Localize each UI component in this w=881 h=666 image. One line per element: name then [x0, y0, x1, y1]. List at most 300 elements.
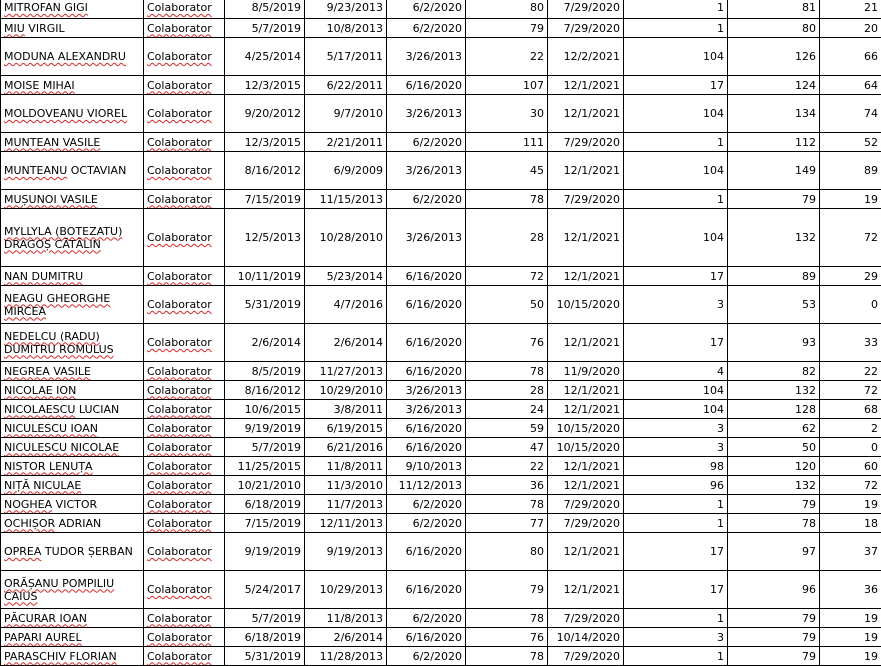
employee-name: MUȘUNOI VASILE	[4, 193, 98, 206]
table-row	[1, 76, 881, 95]
date-cell-3: 6/2/2020	[387, 514, 466, 533]
date-cell-3: 6/16/2020	[387, 286, 466, 324]
date-cell-1: 7/15/2019	[225, 514, 305, 533]
total-cell: 149	[728, 152, 820, 190]
date-cell-2: 6/21/2016	[305, 438, 387, 457]
count-cell-2: 1	[624, 190, 728, 209]
employee-name: PAPARI AUREL	[4, 631, 82, 644]
date-cell-3: 6/2/2020	[387, 495, 466, 514]
role-text: Colaborator	[147, 422, 212, 435]
remaining-cell: 52	[820, 133, 881, 152]
date-cell-3: 3/26/2013	[387, 95, 466, 133]
employee-name-cell	[1, 400, 144, 419]
employee-name: NEAGU GHEORGHE MIRCEA	[4, 292, 110, 318]
role-text: Colaborator	[147, 498, 212, 511]
remaining-cell: 0	[820, 438, 881, 457]
role-text: Colaborator	[147, 270, 212, 283]
date-cell-3: 6/16/2020	[387, 628, 466, 647]
date-cell-4: 7/29/2020	[548, 0, 624, 19]
date-cell-2: 2/6/2014	[305, 324, 387, 362]
date-cell-2: 11/15/2013	[305, 190, 387, 209]
total-cell: 79	[728, 628, 820, 647]
remaining-cell: 89	[820, 152, 881, 190]
date-cell-2: 11/8/2013	[305, 609, 387, 628]
employee-name-cell	[1, 628, 144, 647]
employee-name-cell	[1, 267, 144, 286]
remaining-cell: 66	[820, 38, 881, 76]
remaining-cell: 72	[820, 476, 881, 495]
role-text: Colaborator	[147, 136, 212, 149]
employee-name: NAN DUMITRU	[4, 270, 83, 283]
remaining-cell: 22	[820, 362, 881, 381]
remaining-cell: 72	[820, 381, 881, 400]
table-row	[1, 400, 881, 419]
count-cell-2: 17	[624, 267, 728, 286]
remaining-cell: 19	[820, 495, 881, 514]
count-cell-1: 50	[466, 286, 548, 324]
date-cell-3: 3/26/2013	[387, 38, 466, 76]
table-row	[1, 609, 881, 628]
date-cell-1: 8/5/2019	[225, 0, 305, 19]
count-cell-2: 96	[624, 476, 728, 495]
role-text: Colaborator	[147, 441, 212, 454]
count-cell-1: 45	[466, 152, 548, 190]
role-text: Colaborator	[147, 403, 212, 416]
count-cell-1: 78	[466, 495, 548, 514]
date-cell-3: 3/26/2013	[387, 152, 466, 190]
date-cell-1: 12/3/2015	[225, 76, 305, 95]
employee-name: MODUNA ALEXANDRU	[4, 50, 126, 63]
date-cell-3: 6/16/2020	[387, 76, 466, 95]
total-cell: 53	[728, 286, 820, 324]
date-cell-2: 10/29/2013	[305, 571, 387, 609]
date-cell-1: 5/7/2019	[225, 609, 305, 628]
count-cell-2: 1	[624, 609, 728, 628]
remaining-cell: 0	[820, 286, 881, 324]
date-cell-2: 3/8/2011	[305, 400, 387, 419]
role-cell	[144, 381, 225, 400]
count-cell-1: 111	[466, 133, 548, 152]
table-row	[1, 324, 881, 362]
employee-name: NEGREA VASILE	[4, 365, 91, 378]
date-cell-4: 12/1/2021	[548, 381, 624, 400]
count-cell-1: 79	[466, 571, 548, 609]
date-cell-4: 12/2/2021	[548, 38, 624, 76]
role-cell	[144, 267, 225, 286]
date-cell-3: 3/26/2013	[387, 209, 466, 267]
date-cell-1: 5/31/2019	[225, 647, 305, 666]
date-cell-1: 9/19/2019	[225, 419, 305, 438]
total-cell: 132	[728, 209, 820, 267]
date-cell-3: 9/10/2013	[387, 457, 466, 476]
count-cell-2: 3	[624, 419, 728, 438]
date-cell-3: 11/12/2013	[387, 476, 466, 495]
date-cell-1: 5/31/2019	[225, 286, 305, 324]
count-cell-1: 24	[466, 400, 548, 419]
table-row	[1, 267, 881, 286]
remaining-cell: 29	[820, 267, 881, 286]
remaining-cell: 2	[820, 419, 881, 438]
remaining-cell: 18	[820, 514, 881, 533]
date-cell-2: 5/17/2011	[305, 38, 387, 76]
remaining-cell: 19	[820, 609, 881, 628]
date-cell-2: 10/8/2013	[305, 19, 387, 38]
employee-name-cell	[1, 324, 144, 362]
date-cell-1: 4/25/2014	[225, 38, 305, 76]
role-cell	[144, 438, 225, 457]
employee-name-rest: VIRGIL	[25, 22, 65, 35]
date-cell-4: 7/29/2020	[548, 647, 624, 666]
employee-name-cell	[1, 38, 144, 76]
remaining-cell: 19	[820, 628, 881, 647]
date-cell-2: 2/21/2011	[305, 133, 387, 152]
employee-name-cell	[1, 152, 144, 190]
count-cell-1: 72	[466, 267, 548, 286]
date-cell-4: 12/1/2021	[548, 95, 624, 133]
date-cell-3: 6/16/2020	[387, 324, 466, 362]
employee-name-cell	[1, 495, 144, 514]
total-cell: 81	[728, 0, 820, 19]
table-row	[1, 628, 881, 647]
remaining-cell: 36	[820, 571, 881, 609]
role-cell	[144, 38, 225, 76]
table-row	[1, 95, 881, 133]
date-cell-4: 12/1/2021	[548, 152, 624, 190]
count-cell-1: 80	[466, 0, 548, 19]
date-cell-1: 6/18/2019	[225, 495, 305, 514]
date-cell-3: 6/2/2020	[387, 133, 466, 152]
date-cell-4: 12/1/2021	[548, 457, 624, 476]
role-cell	[144, 400, 225, 419]
date-cell-2: 6/9/2009	[305, 152, 387, 190]
employee-name-rest: VICTOR	[52, 498, 97, 511]
role-cell	[144, 609, 225, 628]
table-row	[1, 286, 881, 324]
count-cell-2: 104	[624, 95, 728, 133]
date-cell-1: 5/7/2019	[225, 438, 305, 457]
role-text: Colaborator	[147, 336, 212, 349]
date-cell-4: 12/1/2021	[548, 400, 624, 419]
employee-name-cell	[1, 19, 144, 38]
date-cell-4: 12/1/2021	[548, 76, 624, 95]
role-text: Colaborator	[147, 650, 212, 663]
role-cell	[144, 133, 225, 152]
employee-name-rest: LUCIAN	[75, 403, 119, 416]
employee-name-cell	[1, 438, 144, 457]
total-cell: 93	[728, 324, 820, 362]
date-cell-1: 2/6/2014	[225, 324, 305, 362]
date-cell-2: 10/28/2010	[305, 209, 387, 267]
employee-name: NICULESCU IOAN	[4, 422, 98, 435]
role-cell	[144, 419, 225, 438]
count-cell-1: 76	[466, 324, 548, 362]
date-cell-1: 11/25/2015	[225, 457, 305, 476]
count-cell-2: 104	[624, 152, 728, 190]
count-cell-1: 78	[466, 362, 548, 381]
total-cell: 79	[728, 609, 820, 628]
role-cell	[144, 495, 225, 514]
role-cell	[144, 571, 225, 609]
total-cell: 132	[728, 381, 820, 400]
remaining-cell: 68	[820, 400, 881, 419]
role-cell	[144, 324, 225, 362]
role-text: Colaborator	[147, 479, 212, 492]
date-cell-1: 10/11/2019	[225, 267, 305, 286]
employee-name-cell	[1, 476, 144, 495]
employee-name-cell	[1, 190, 144, 209]
employee-name: MUNTEAN VASILE	[4, 136, 100, 149]
date-cell-1: 9/20/2012	[225, 95, 305, 133]
date-cell-3: 6/2/2020	[387, 19, 466, 38]
date-cell-4: 12/1/2021	[548, 209, 624, 267]
employee-name: PARASCHIV FLORIAN	[4, 650, 117, 663]
remaining-cell: 20	[820, 19, 881, 38]
employee-name-cell	[1, 381, 144, 400]
role-cell	[144, 152, 225, 190]
role-text: Colaborator	[147, 231, 212, 244]
table-row	[1, 438, 881, 457]
date-cell-4: 12/1/2021	[548, 267, 624, 286]
role-text: Colaborator	[147, 583, 212, 596]
employee-name-cell	[1, 209, 144, 267]
date-cell-2: 2/6/2014	[305, 628, 387, 647]
table-row	[1, 19, 881, 38]
role-text: Colaborator	[147, 107, 212, 120]
date-cell-1: 7/15/2019	[225, 190, 305, 209]
count-cell-2: 17	[624, 571, 728, 609]
date-cell-2: 10/29/2010	[305, 381, 387, 400]
role-text: Colaborator	[147, 365, 212, 378]
count-cell-1: 30	[466, 95, 548, 133]
date-cell-2: 6/19/2015	[305, 419, 387, 438]
employee-name-cell	[1, 533, 144, 571]
total-cell: 89	[728, 267, 820, 286]
date-cell-3: 3/26/2013	[387, 381, 466, 400]
date-cell-4: 7/29/2020	[548, 514, 624, 533]
count-cell-1: 80	[466, 533, 548, 571]
total-cell: 82	[728, 362, 820, 381]
remaining-cell: 37	[820, 533, 881, 571]
table-row	[1, 571, 881, 609]
employee-name: MYLLYLA (BOTEZATU) DRAGOȘ CĂTĂLIN	[4, 225, 122, 251]
date-cell-3: 6/16/2020	[387, 571, 466, 609]
date-cell-1: 8/16/2012	[225, 381, 305, 400]
employee-name: ORĂȘANU POMPILIU CAIUS	[4, 577, 114, 603]
date-cell-1: 6/18/2019	[225, 628, 305, 647]
table-row	[1, 381, 881, 400]
date-cell-3: 6/2/2020	[387, 0, 466, 19]
role-cell	[144, 476, 225, 495]
date-cell-1: 10/21/2010	[225, 476, 305, 495]
date-cell-1: 10/6/2015	[225, 400, 305, 419]
table-row	[1, 647, 881, 666]
employee-name-cell	[1, 362, 144, 381]
remaining-cell: 21	[820, 0, 881, 19]
remaining-cell: 60	[820, 457, 881, 476]
employee-name-cell	[1, 76, 144, 95]
date-cell-1: 5/7/2019	[225, 19, 305, 38]
count-cell-2: 1	[624, 495, 728, 514]
remaining-cell: 33	[820, 324, 881, 362]
date-cell-4: 12/1/2021	[548, 324, 624, 362]
employee-name-cell	[1, 133, 144, 152]
table-row	[1, 38, 881, 76]
remaining-cell: 64	[820, 76, 881, 95]
date-cell-1: 9/19/2019	[225, 533, 305, 571]
role-text: Colaborator	[147, 79, 212, 92]
count-cell-2: 104	[624, 209, 728, 267]
role-cell	[144, 286, 225, 324]
employee-name-cell	[1, 514, 144, 533]
date-cell-4: 10/14/2020	[548, 628, 624, 647]
date-cell-1: 5/24/2017	[225, 571, 305, 609]
employee-name-cell	[1, 609, 144, 628]
employee-name-cell	[1, 571, 144, 609]
role-text: Colaborator	[147, 631, 212, 644]
date-cell-1: 8/5/2019	[225, 362, 305, 381]
date-cell-2: 9/23/2013	[305, 0, 387, 19]
count-cell-2: 1	[624, 133, 728, 152]
date-cell-2: 6/22/2011	[305, 76, 387, 95]
date-cell-3: 6/2/2020	[387, 190, 466, 209]
role-text: Colaborator	[147, 1, 212, 14]
count-cell-1: 47	[466, 438, 548, 457]
date-cell-2: 11/8/2011	[305, 457, 387, 476]
date-cell-4: 10/15/2020	[548, 419, 624, 438]
date-cell-3: 6/2/2020	[387, 647, 466, 666]
date-cell-2: 9/7/2010	[305, 95, 387, 133]
date-cell-1: 12/3/2015	[225, 133, 305, 152]
date-cell-3: 6/16/2020	[387, 419, 466, 438]
date-cell-4: 7/29/2020	[548, 190, 624, 209]
employee-name: NIȚĂ NICULAE	[4, 479, 81, 492]
employee-name-rest: TUDOR ȘERBAN	[41, 545, 132, 558]
employee-name: MITROFAN GIGI	[4, 1, 88, 14]
total-cell: 96	[728, 571, 820, 609]
date-cell-3: 6/16/2020	[387, 438, 466, 457]
role-cell	[144, 533, 225, 571]
remaining-cell: 19	[820, 647, 881, 666]
employee-name: NICOLAE ION	[4, 384, 76, 397]
total-cell: 79	[728, 190, 820, 209]
total-cell: 50	[728, 438, 820, 457]
total-cell: 134	[728, 95, 820, 133]
date-cell-3: 6/16/2020	[387, 362, 466, 381]
role-text: Colaborator	[147, 298, 212, 311]
total-cell: 124	[728, 76, 820, 95]
count-cell-2: 104	[624, 400, 728, 419]
employee-name-cell	[1, 419, 144, 438]
total-cell: 80	[728, 19, 820, 38]
total-cell: 97	[728, 533, 820, 571]
count-cell-2: 104	[624, 38, 728, 76]
remaining-cell: 72	[820, 209, 881, 267]
role-text: Colaborator	[147, 545, 212, 558]
date-cell-4: 10/15/2020	[548, 286, 624, 324]
table-row	[1, 209, 881, 267]
employee-name-cell	[1, 286, 144, 324]
total-cell: 132	[728, 476, 820, 495]
count-cell-2: 17	[624, 76, 728, 95]
employee-name-rest: ADRIAN	[55, 517, 101, 530]
date-cell-2: 11/27/2013	[305, 362, 387, 381]
count-cell-1: 59	[466, 419, 548, 438]
total-cell: 128	[728, 400, 820, 419]
role-text: Colaborator	[147, 517, 212, 530]
employee-name: NICOLAESCU	[4, 403, 75, 416]
date-cell-2: 11/7/2013	[305, 495, 387, 514]
count-cell-1: 28	[466, 209, 548, 267]
table-row	[1, 133, 881, 152]
role-cell	[144, 647, 225, 666]
date-cell-2: 4/7/2016	[305, 286, 387, 324]
employee-name: NEDELCU (RADU) DUMITRU ROMULUS	[4, 330, 114, 356]
date-cell-3: 6/16/2020	[387, 267, 466, 286]
total-cell: 79	[728, 647, 820, 666]
remaining-cell: 74	[820, 95, 881, 133]
date-cell-4: 7/29/2020	[548, 133, 624, 152]
date-cell-3: 6/2/2020	[387, 609, 466, 628]
date-cell-3: 6/16/2020	[387, 533, 466, 571]
count-cell-2: 3	[624, 438, 728, 457]
remaining-cell: 19	[820, 190, 881, 209]
total-cell: 120	[728, 457, 820, 476]
count-cell-1: 77	[466, 514, 548, 533]
count-cell-2: 104	[624, 381, 728, 400]
count-cell-2: 4	[624, 362, 728, 381]
table-row	[1, 190, 881, 209]
employee-name-rest: OCTAVIAN	[67, 164, 126, 177]
table-row	[1, 476, 881, 495]
role-text: Colaborator	[147, 612, 212, 625]
role-cell	[144, 76, 225, 95]
role-text: Colaborator	[147, 460, 212, 473]
employee-name: MOLDOVEANU VIOREL	[4, 107, 127, 120]
employee-name-cell	[1, 95, 144, 133]
count-cell-1: 28	[466, 381, 548, 400]
role-text: Colaborator	[147, 164, 212, 177]
role-cell	[144, 190, 225, 209]
role-text: Colaborator	[147, 193, 212, 206]
date-cell-2: 12/11/2013	[305, 514, 387, 533]
total-cell: 78	[728, 514, 820, 533]
role-cell	[144, 95, 225, 133]
count-cell-1: 79	[466, 19, 548, 38]
count-cell-1: 36	[466, 476, 548, 495]
count-cell-2: 98	[624, 457, 728, 476]
date-cell-2: 5/23/2014	[305, 267, 387, 286]
table-row	[1, 419, 881, 438]
count-cell-1: 78	[466, 609, 548, 628]
date-cell-2: 11/3/2010	[305, 476, 387, 495]
employee-name: OCHIȘOR	[4, 517, 55, 530]
count-cell-1: 22	[466, 457, 548, 476]
role-cell	[144, 514, 225, 533]
role-cell	[144, 0, 225, 19]
total-cell: 126	[728, 38, 820, 76]
role-text: Colaborator	[147, 50, 212, 63]
total-cell: 79	[728, 495, 820, 514]
employee-name: NOGHEA	[4, 498, 52, 511]
count-cell-1: 107	[466, 76, 548, 95]
count-cell-1: 76	[466, 628, 548, 647]
table-row	[1, 362, 881, 381]
role-text: Colaborator	[147, 384, 212, 397]
table-row	[1, 457, 881, 476]
date-cell-2: 11/28/2013	[305, 647, 387, 666]
date-cell-4: 7/29/2020	[548, 609, 624, 628]
role-text: Colaborator	[147, 22, 212, 35]
